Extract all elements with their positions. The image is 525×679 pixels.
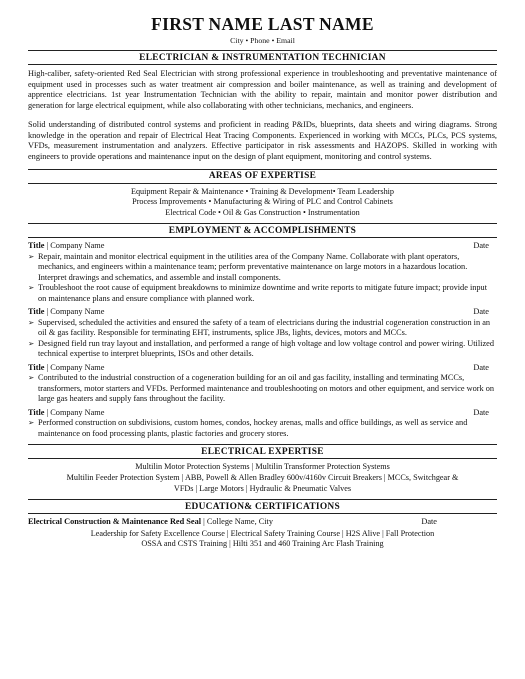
electrical-expertise-line: Multilin Motor Protection Systems | Multilin Transformer Protection Systems bbox=[135, 462, 390, 472]
job-separator: | bbox=[44, 307, 51, 317]
section-heading-title: ELECTRICIAN & INSTRUMENTATION TECHNICIAN bbox=[28, 50, 497, 65]
company-name: Company Name bbox=[50, 407, 105, 417]
company-name: Company Name bbox=[50, 362, 105, 372]
job-bullets bbox=[28, 252, 497, 305]
candidate-name: FIRST NAME LAST NAME bbox=[151, 14, 374, 34]
expertise-line: Process Improvements • Manufacturing & Wiring of PLC and Control Cabinets bbox=[132, 197, 393, 207]
company-name: Company Name bbox=[50, 307, 105, 317]
section-heading-employment: EMPLOYMENT & ACCOMPLISHMENTS bbox=[28, 223, 497, 238]
job-bullet bbox=[28, 339, 497, 360]
job-bullet-text: Designed field run tray layout and installation, and performed a range of high voltage and low voltage control and power wiring. Utilized technical expertise to interpret blueprints, ISOs and other details. bbox=[38, 338, 494, 359]
arrow-bullet-icon: ➢ bbox=[28, 418, 35, 428]
job-entry bbox=[28, 363, 497, 405]
arrow-bullet-icon: ➢ bbox=[28, 373, 35, 383]
job-title: Title bbox=[28, 407, 45, 417]
arrow-bullet-icon: ➢ bbox=[28, 251, 35, 261]
job-title-line bbox=[28, 307, 104, 318]
job-bullets bbox=[28, 318, 497, 360]
job-bullet-text: Repair, maintain and monitor electrical equipment in the utilities area of the Company Name. Collaborate with plant operators, mechanics, and engineers within a maintenance team; perform preventative maintenance on large motors in a hazardous location. Interpret drawings and schematics, and assemble and install components. bbox=[38, 251, 468, 282]
job-entry bbox=[28, 307, 497, 360]
summary-paragraph-2: Solid understanding of distributed control systems and proficient in reading P&IDs, blueprints, data sheets and wiring diagrams. Strong knowledge in the operation and repair of Electrical Heat Tracing Components. Experienced in working with MCCs, PLCs, PCS systems, VFDs, measurement instrumentation and analyzers. Effective participator in risk assessments and HAZOPS. Skilled in working with engineers to provide operations and maintenance input on the design of plant equipment, monitoring and control systems. bbox=[28, 119, 497, 161]
summary-paragraph-1: High-caliber, safety-oriented Red Seal Electrician with strong professional experience in troubleshooting and preventative maintenance of equipment used in processes such as water treatment air compression and boiler maintenance, as well as training and development of apprentice electricians. 1st year Instrumentation Technician with the ability to repair, maintain and monitor power distribution and generation for large electrical equipment, while also collaborating with other technicians, mechanics, and engineers. bbox=[28, 69, 497, 111]
job-bullet-text: Troubleshoot the root cause of equipment breakdowns to minimize downtime and write reports to mitigate future impact; provide input on maintenance plans and ensure compliance with planned work. bbox=[38, 283, 488, 303]
job-bullets bbox=[28, 418, 497, 439]
job-bullet bbox=[28, 283, 497, 304]
expertise-line: Equipment Repair & Maintenance • Training & Development• Team Leadership bbox=[130, 186, 395, 196]
arrow-bullet-icon: ➢ bbox=[28, 338, 35, 348]
job-title-line bbox=[28, 241, 104, 252]
education-entry bbox=[28, 517, 497, 528]
job-separator: | bbox=[44, 362, 51, 372]
section-heading-education: EDUCATION& CERTIFICATIONS bbox=[28, 499, 497, 514]
job-bullet-text: Supervised, scheduled the activities and ensured the safety of a team of electricians during the industrial cogeneration construction in an oil & gas facility. Responsible for terminating EHT, instruments, splice JBs, lights, devices, motors and MCCs. bbox=[38, 317, 491, 338]
expertise-areas-list bbox=[28, 187, 497, 219]
job-entry bbox=[28, 241, 497, 304]
certification-line: Leadership for Safety Excellence Course | Electrical Safety Training Course | H2S Alive | Fall Protection bbox=[90, 528, 435, 538]
education-degree-line bbox=[28, 517, 273, 528]
job-bullet-text: Performed construction on subdivisions, custom homes, condos, hockey arenas, malls and office buildings, as well as service and maintenance on food processing plants, plastic factories and grocery stores. bbox=[38, 418, 468, 438]
certifications-list bbox=[28, 529, 497, 550]
job-separator: | bbox=[44, 241, 51, 251]
arrow-bullet-icon: ➢ bbox=[28, 283, 35, 293]
job-header bbox=[28, 363, 497, 374]
job-bullets bbox=[28, 373, 497, 405]
job-entry bbox=[28, 408, 497, 440]
job-bullet bbox=[28, 373, 497, 405]
job-title: Title bbox=[28, 241, 45, 251]
job-bullet bbox=[28, 418, 497, 439]
company-name: Company Name bbox=[50, 241, 105, 251]
job-title-line bbox=[28, 408, 104, 419]
education-date: Date bbox=[421, 517, 437, 527]
section-heading-electrical-expertise: ELECTRICAL EXPERTISE bbox=[28, 444, 497, 459]
job-separator: | bbox=[44, 407, 51, 417]
job-date: Date bbox=[473, 362, 489, 372]
contact-info: City • Phone • Email bbox=[230, 36, 295, 45]
job-bullet bbox=[28, 252, 497, 284]
job-header bbox=[28, 241, 497, 252]
job-title: Title bbox=[28, 307, 45, 317]
job-bullet-text: Contributed to the industrial construction of a cogeneration building for an oil and gas facility, installing and terminating MCCs, transformers, motor starters and VFDs. Performed maintenance and troubleshooting on motors and other equipment, and service work on large gas heaters and supply fans throughout the facility. bbox=[38, 373, 495, 404]
electrical-expertise-list bbox=[28, 462, 497, 494]
job-title-line bbox=[28, 363, 104, 374]
job-date: Date bbox=[473, 407, 489, 417]
job-date: Date bbox=[473, 307, 489, 317]
job-date: Date bbox=[473, 241, 489, 251]
job-header bbox=[28, 408, 497, 419]
electrical-expertise-line: VFDs | Large Motors | Hydraulic & Pneumatic Valves bbox=[173, 483, 352, 493]
job-header bbox=[28, 307, 497, 318]
electrical-expertise-line: Multilin Feeder Protection System | ABB, Powell & Allen Bradley 600v/4160v Circuit Breakers | MCCs, Switchgear & bbox=[66, 473, 459, 482]
arrow-bullet-icon: ➢ bbox=[28, 317, 35, 327]
college-name: | College Name, City bbox=[201, 517, 274, 527]
certification-line: OSSA and CSTS Training | Hilti 351 and 460 Training Arc Flash Training bbox=[141, 539, 384, 549]
expertise-line: Electrical Code • Oil & Gas Construction • Instrumentation bbox=[165, 207, 360, 217]
job-bullet bbox=[28, 318, 497, 339]
section-heading-expertise-areas: AREAS OF EXPERTISE bbox=[28, 169, 497, 184]
degree-name: Electrical Construction & Maintenance Red Seal bbox=[28, 517, 202, 527]
job-title: Title bbox=[28, 362, 45, 372]
